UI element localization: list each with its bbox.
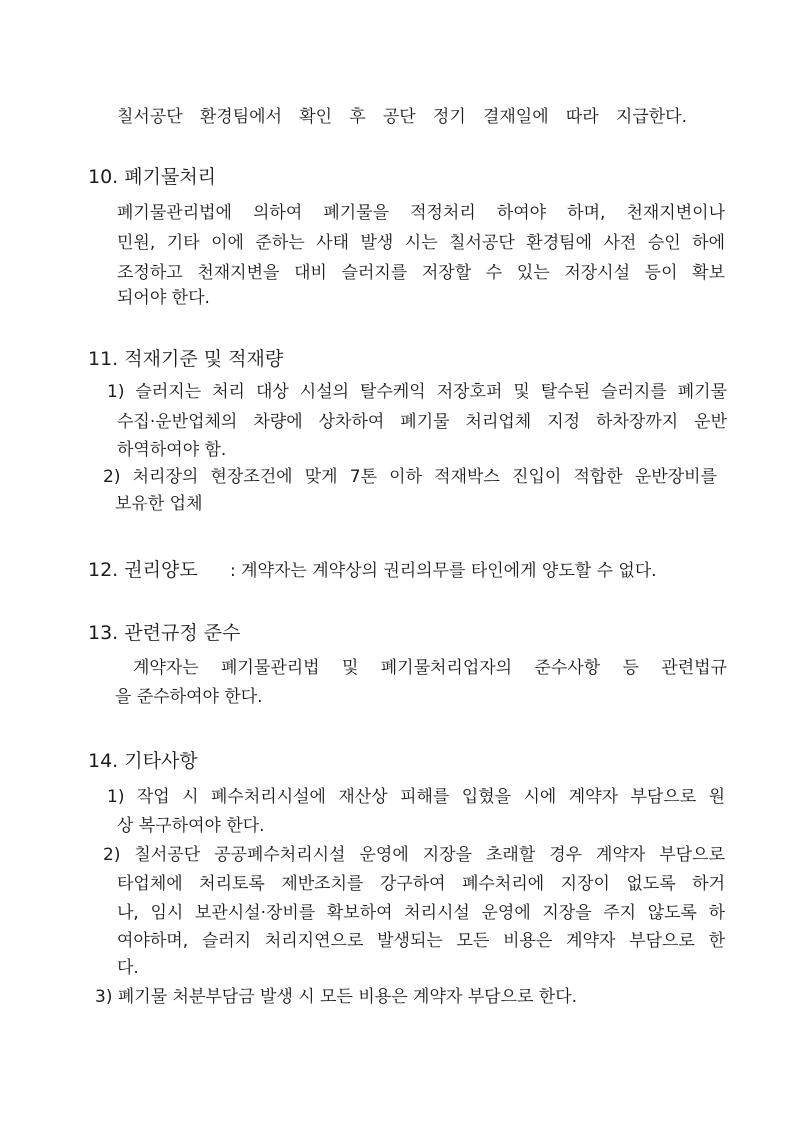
- section-11-item-2: 보유한 업체: [115, 494, 203, 514]
- section-12-heading: 12. 권리양도: [88, 559, 198, 581]
- section-14-item-2: 다.: [117, 958, 139, 978]
- section-10-line: 되어야 한다.: [117, 288, 210, 308]
- section-14-heading: 14. 기타사항: [88, 750, 198, 772]
- section-14-item-2: 여야하며, 슬러지 처리지연으로 발생되는 모든 비용은 계약자 부담으로 한: [117, 931, 725, 951]
- section-10-heading: 10. 폐기물처리: [88, 166, 217, 188]
- section-12-text: : 계약자는 계약상의 권리의무를 타인에게 양도할 수 없다.: [230, 561, 657, 581]
- section-11-item-1: 수집·운반업체의 차량에 상차하여 폐기물 처리업체 지정 하차장까지 운반: [117, 412, 727, 432]
- section-14-item-1: 상 복구하여야 한다.: [117, 816, 265, 836]
- section-14-item-3: 3) 폐기물 처분부담금 발생 시 모든 비용은 계약자 부담으로 한다.: [95, 987, 578, 1007]
- section-11-heading: 11. 적재기준 및 적재량: [88, 348, 284, 370]
- section-14-item-2: 나, 임시 보관시설·장비를 확보하여 처리시설 운영에 지장을 주지 않도록 하: [117, 903, 725, 923]
- section-11-item-1: 하역하여야 함.: [117, 440, 227, 460]
- section-13-heading: 13. 관련규정 준수: [88, 622, 241, 644]
- section-10-line: 민원, 기타 이에 준하는 사태 발생 시는 칠서공단 환경팀에 사전 승인 하에: [117, 233, 725, 253]
- section-14-item-2: 타업체에 처리토록 제반조치를 강구하여 폐수처리에 지장이 없도록 하거: [117, 874, 725, 894]
- section-14-item-2: 2) 칠서공단 공공폐수처리시설 운영에 지장을 초래할 경우 계약자 부담으로: [103, 845, 725, 865]
- section-13-line: 을 준수하여야 한다.: [115, 687, 263, 707]
- section-11-item-2: 2) 처리장의 현장조건에 맞게 7톤 이하 적재박스 진입이 적합한 운반장비를: [103, 467, 717, 487]
- section-10-line: 폐기물관리법에 의하여 폐기물을 적정처리 하여야 하며, 천재지변이나: [117, 203, 725, 223]
- section-14-item-1: 1) 작업 시 폐수처리시설에 재산상 피해를 입혔을 시에 계약자 부담으로 원: [107, 787, 725, 807]
- intro-text: 칠서공단 환경팀에서 확인 후 공단 정기 결재일에 따라 지급한다.: [117, 107, 687, 127]
- section-10-line: 조정하고 천재지변을 대비 슬러지를 저장할 수 있는 저장시설 등이 확보: [117, 263, 725, 283]
- section-11-item-1: 1) 슬러지는 처리 대상 시설의 탈수케익 저장호퍼 및 탈수된 슬러지를 폐기물: [107, 382, 727, 402]
- section-13-line: 계약자는 폐기물관리법 및 폐기물처리업자의 준수사항 등 관련법규: [133, 658, 727, 678]
